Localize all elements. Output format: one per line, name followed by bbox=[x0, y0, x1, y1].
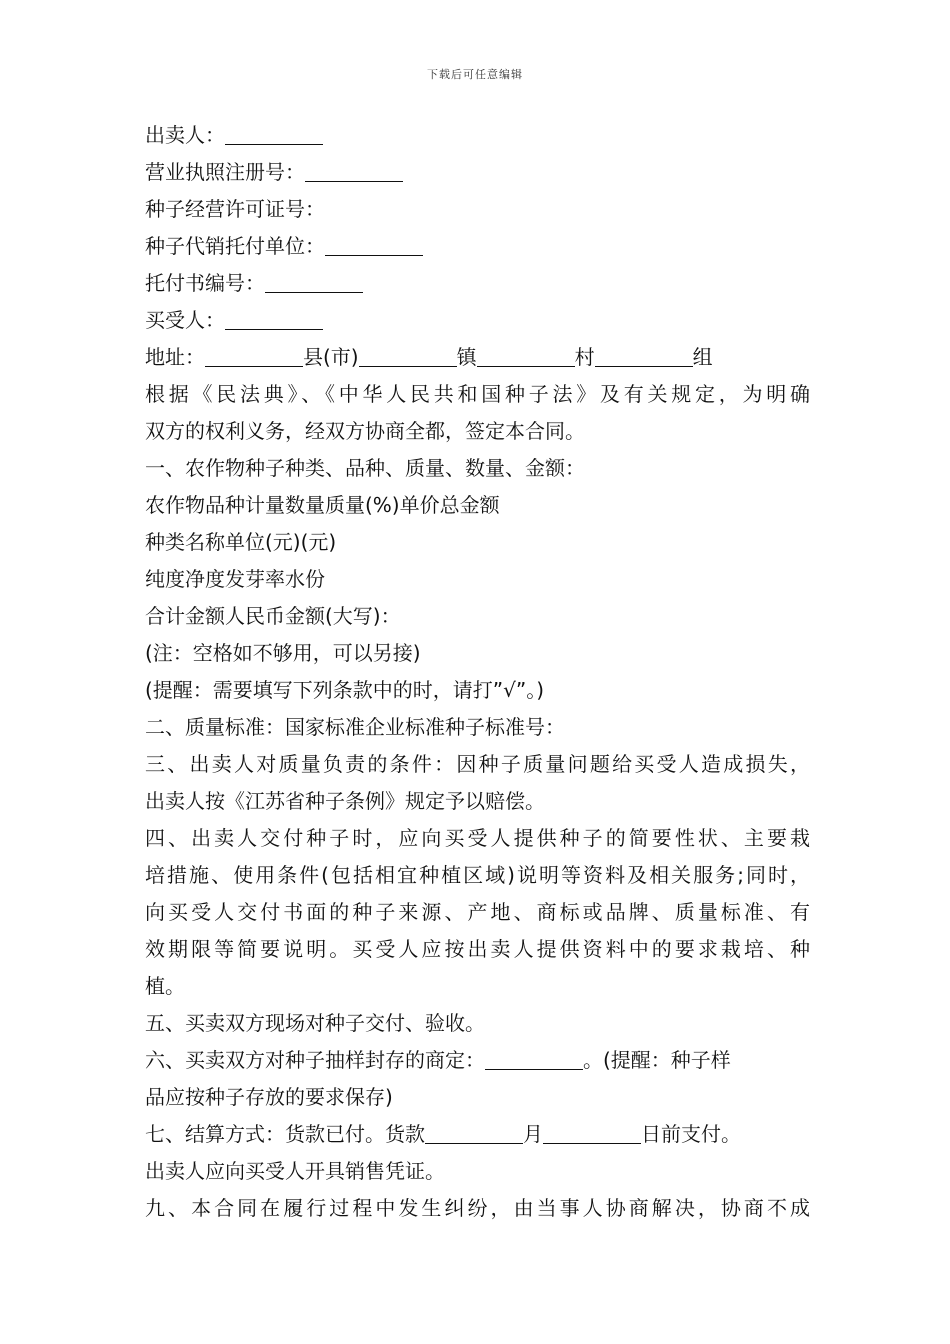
license-blank bbox=[305, 159, 403, 182]
section-6-line-2: 品应按种子存放的要求保存) bbox=[145, 1085, 393, 1109]
payment-month-blank bbox=[425, 1121, 523, 1144]
section-7-text-b: 日前支付。 bbox=[641, 1122, 741, 1146]
section-6-text-a: 六、买卖双方对种子抽样封存的商定： bbox=[145, 1048, 485, 1072]
sales-voucher-line: 出卖人应向买受人开具销售凭证。 bbox=[145, 1159, 445, 1183]
section-3-line-1: 三、出卖人对质量负责的条件：因种子质量问题给买受人造成损失， bbox=[145, 752, 810, 776]
note-tick-line: (提醒：需要填写下列条款中的时，请打”√”。) bbox=[145, 678, 545, 702]
intro-line-2: 双方的权利义务，经双方协商全都，签定本合同。 bbox=[145, 419, 585, 443]
page-header-note: 下载后可任意编辑 bbox=[427, 68, 523, 81]
address-line bbox=[145, 339, 810, 376]
group-label: 组 bbox=[692, 345, 713, 369]
county-label: 县(市) bbox=[303, 345, 359, 369]
group-blank bbox=[595, 344, 693, 367]
note-blank-line: (注：空格如不够用，可以另接) bbox=[145, 641, 421, 665]
buyer-line bbox=[145, 302, 810, 339]
entrust-no-blank bbox=[265, 270, 363, 293]
license-label: 营业执照注册号： bbox=[145, 160, 305, 184]
section-2-line: 二、质量标准：国家标准企业标准种子标准号： bbox=[145, 715, 565, 739]
total-amount-line: 合计金额人民币金额(大写)： bbox=[145, 604, 401, 628]
entrust-no-label: 托付书编号： bbox=[145, 271, 265, 295]
section-4-line-2: 培措施、使用条件(包括相宜种植区域)说明等资料及相关服务;同时， bbox=[145, 863, 810, 887]
agent-unit-label: 种子代销托付单位： bbox=[145, 234, 325, 258]
village-blank bbox=[477, 344, 575, 367]
section-7-month: 月 bbox=[523, 1122, 543, 1146]
section-9-line: 九、本合同在履行过程中发生纠纷，由当事人协商解决，协商不成 bbox=[145, 1196, 810, 1220]
section-5-line: 五、买卖双方现场对种子交付、验收。 bbox=[145, 1011, 485, 1035]
table-row-2: 种类名称单位(元)(元) bbox=[145, 530, 337, 554]
section-4-line-3: 向买受人交付书面的种子来源、产地、商标或品牌、质量标准、有 bbox=[145, 900, 810, 924]
seller-blank bbox=[225, 122, 323, 145]
license-line bbox=[145, 154, 810, 191]
intro-line-1: 根据《民法典》、《中华人民共和国种子法》及有关规定，为明确 bbox=[145, 382, 810, 406]
agent-unit-blank bbox=[325, 233, 423, 256]
section-4-line-5: 植。 bbox=[145, 974, 185, 998]
county-blank bbox=[205, 344, 303, 367]
seller-line bbox=[145, 117, 810, 154]
section-7-line bbox=[145, 1116, 810, 1153]
section-7-text-a: 七、结算方式：货款已付。货款 bbox=[145, 1122, 425, 1146]
village-label: 村 bbox=[574, 345, 595, 369]
section-6-line-1 bbox=[145, 1042, 810, 1079]
buyer-blank bbox=[225, 307, 323, 330]
section-3-line-2: 出卖人按《江苏省种子条例》规定予以赔偿。 bbox=[145, 789, 545, 813]
table-row-1: 农作物品种计量数量质量(%)单价总金额 bbox=[145, 493, 500, 517]
table-row-3: 纯度净度发芽率水份 bbox=[145, 567, 325, 591]
contract-body bbox=[145, 117, 810, 1227]
town-blank bbox=[359, 344, 457, 367]
town-label: 镇 bbox=[456, 345, 477, 369]
section-4-line-1: 四、出卖人交付种子时，应向买受人提供种子的简要性状、主要栽 bbox=[145, 826, 810, 850]
section-1-title: 一、农作物种子种类、品种、质量、数量、金额： bbox=[145, 456, 585, 480]
section-6-text-b: 。(提醒：种子样 bbox=[583, 1048, 731, 1072]
buyer-label: 买受人： bbox=[145, 308, 225, 332]
agent-unit-line bbox=[145, 228, 810, 265]
address-label: 地址： bbox=[145, 345, 205, 369]
seller-label: 出卖人： bbox=[145, 123, 225, 147]
seed-permit-line: 种子经营许可证号： bbox=[145, 197, 325, 221]
section-6-blank bbox=[485, 1047, 583, 1070]
entrust-no-line bbox=[145, 265, 810, 302]
section-4-line-4: 效期限等简要说明。买受人应按出卖人提供资料中的要求栽培、种 bbox=[145, 937, 810, 961]
payment-day-blank bbox=[543, 1121, 641, 1144]
